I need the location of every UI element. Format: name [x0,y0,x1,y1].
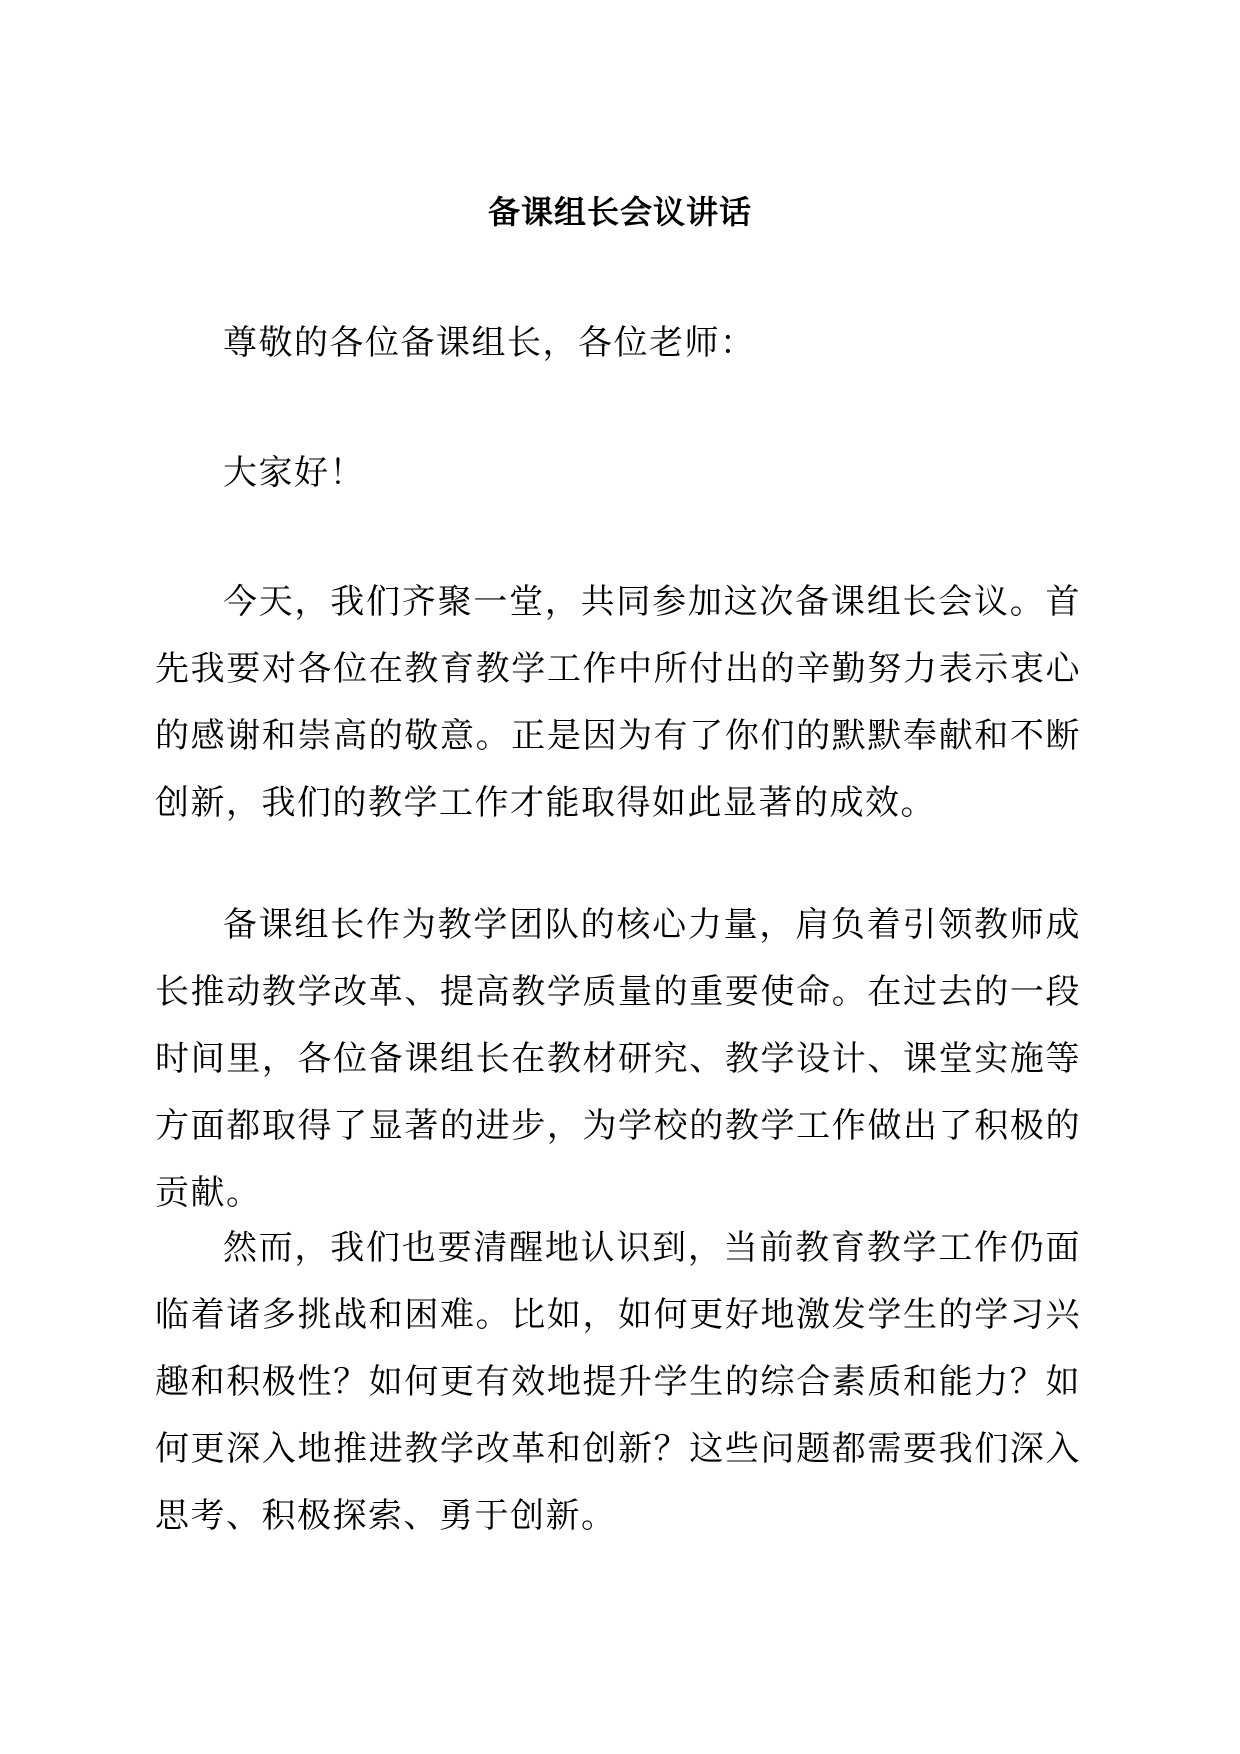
greeting-line: 尊敬的各位备课组长，各位老师： [223,323,756,363]
body-paragraph: 然而，我们也要清醒地认识到，当前教育教学工作仍面临着诸多挑战和困难。比如，如何更好地激发学生的学习兴趣和积极性？如何更有效地提升学生的综合素质和能力？如何更深入地推进教学改革和创新？这些问题都需要我们深入思考、积极探索、勇于创新。 [155,1228,1081,1536]
body-paragraph: 今天，我们齐聚一堂，共同参加这次备课组长会议。首先我要对各位在教育教学工作中所付出的辛勤努力表示衷心的感谢和崇高的敬意。正是因为有了你们的默默奉献和不断创新，我们的教学工作才能取得如此显著的成效。 [155,582,1081,823]
hello-line: 大家好！ [223,453,365,493]
body-paragraph: 备课组长作为教学团队的核心力量，肩负着引领教师成长推动教学改革、提高教学质量的重要使命。在过去的一段时间里，各位备课组长在教材研究、教学设计、课堂实施等方面都取得了显著的进步，为学校的教学工作做出了积极的贡献。 [155,905,1081,1213]
document-title: 备课组长会议讲话 [487,193,752,231]
